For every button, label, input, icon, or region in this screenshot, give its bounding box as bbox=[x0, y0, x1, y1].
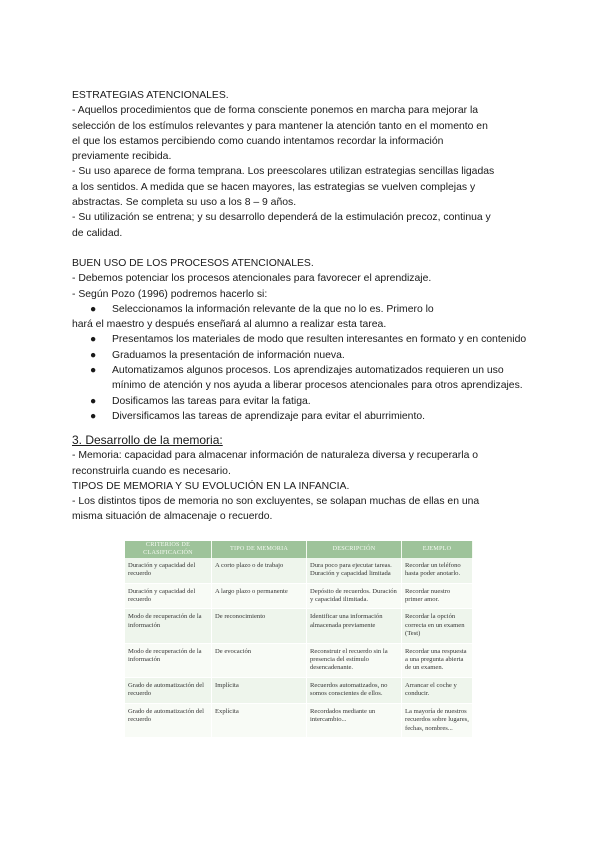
section-subtitle-tipos: TIPOS DE MEMORIA Y SU EVOLUCIÓN EN LA INFANCIA. bbox=[72, 480, 350, 492]
text-line: - Los distintos tipos de memoria no son excluyentes, se solapan muchas de ellas en una bbox=[72, 496, 480, 508]
table-cell: Grado de automatización del recuerdo bbox=[125, 677, 212, 703]
bullet-list bbox=[72, 332, 528, 424]
text-line: misma situación de almacenaje o recuerdo. bbox=[72, 511, 273, 523]
table-row bbox=[125, 703, 473, 737]
list-item bbox=[72, 363, 528, 394]
table-cell: A corto plazo o de trabajo bbox=[212, 558, 307, 583]
section-title-buen-uso: BUEN USO DE LOS PROCESOS ATENCIONALES. bbox=[72, 257, 314, 269]
bullet-icon: ● bbox=[90, 410, 97, 422]
table-cell: A largo plazo o permanente bbox=[212, 583, 307, 609]
list-item-text: Seleccionamos la información relevante de la que no lo es. Primero lo bbox=[112, 303, 434, 315]
text-line: a los sentidos. A medida que se hacen mayores, las estrategias se vuelven complejas y bbox=[72, 181, 476, 193]
table-row bbox=[125, 609, 473, 643]
table-cell: Recordar una respuesta a una pregunta abierta de un examen. bbox=[402, 643, 473, 677]
table-cell: Recordar un teléfono hasta poder anotarlo. bbox=[402, 558, 473, 583]
column-header: TIPO DE MEMORIA bbox=[212, 541, 307, 558]
table-cell: Recordar la opción correcta en un examen (Test) bbox=[402, 609, 473, 643]
table-cell: Recordar nuestro primer amor. bbox=[402, 583, 473, 609]
section-heading-memoria: 3. Desarrollo de la memoria: bbox=[72, 433, 223, 448]
list-item-text: Graduamos la presentación de información nueva. bbox=[112, 349, 345, 361]
table-cell: Explícita bbox=[212, 703, 307, 737]
list-item bbox=[72, 409, 528, 424]
text-line: - Su utilización se entrena; y su desarrollo dependerá de la estimulación precoz, continua y bbox=[72, 212, 491, 224]
table-cell: La mayoría de nuestros recuerdos sobre lugares, fechas, nombres... bbox=[402, 703, 473, 737]
text-line: - Debemos potenciar los procesos atencionales para favorecer el aprendizaje. bbox=[72, 273, 432, 285]
column-header: EJEMPLO bbox=[402, 541, 473, 558]
table-cell: Recordados mediante un intercambio... bbox=[307, 703, 402, 737]
table-cell: Modo de recuperación de la información bbox=[125, 609, 212, 643]
table-cell: De evocación bbox=[212, 643, 307, 677]
table-cell: Duración y capacidad del recuerdo bbox=[125, 558, 212, 583]
table-cell: Recuerdos automatizados, no somos conscientes de ellos. bbox=[307, 677, 402, 703]
table-header-row bbox=[125, 541, 473, 558]
table-row bbox=[125, 558, 473, 583]
list-item-text: Diversificamos las tareas de aprendizaje para evitar el aburrimiento. bbox=[112, 410, 426, 422]
table-cell: Implícita bbox=[212, 677, 307, 703]
bullet-icon: ● bbox=[90, 349, 97, 361]
table-cell: Depósito de recuerdos. Duración y capacidad ilimitada. bbox=[307, 583, 402, 609]
table-cell: Dura poco para ejecutar tareas. Duración y capacidad limitada bbox=[307, 558, 402, 583]
column-header: DESCRIPCIÓN bbox=[307, 541, 402, 558]
text-line: abstractas. Se completa su uso a los 8 – 9 años. bbox=[72, 197, 297, 209]
list-item bbox=[72, 394, 528, 409]
table-cell: Identificar una información almacenada previamente bbox=[307, 609, 402, 643]
table-cell: Grado de automatización del recuerdo bbox=[125, 703, 212, 737]
table-row bbox=[125, 677, 473, 703]
text-line: de calidad. bbox=[72, 227, 123, 239]
list-item bbox=[72, 348, 528, 363]
list-item-text: Dosificamos las tareas para evitar la fatiga. bbox=[112, 395, 311, 407]
text-line: el que los estamos percibiendo como cuando intentamos recordar la información bbox=[72, 135, 444, 147]
table-cell: Duración y capacidad del recuerdo bbox=[125, 583, 212, 609]
bullet-icon: ● bbox=[90, 395, 97, 407]
section-title-estrategias: ESTRATEGIAS ATENCIONALES. bbox=[72, 90, 229, 101]
bullet-icon: ● bbox=[90, 365, 97, 377]
text-line: - Según Pozo (1996) podremos hacerlo si: bbox=[72, 288, 268, 300]
table-cell: Reconstruir el recuerdo sin la presencia del estímulo desencadenante. bbox=[307, 643, 402, 677]
text-line: selección de los estímulos relevantes y para mantener la atención tanto en el momento en bbox=[72, 120, 488, 132]
text-line: - Aquellos procedimientos que de forma consciente ponemos en marcha para mejorar la bbox=[72, 105, 479, 117]
list-item-text: Presentamos los materiales de modo que resulten interesantes en formato y en contenido bbox=[112, 334, 527, 346]
list-item-text: Automatizamos algunos procesos. Los aprendizajes automatizados requieren un uso mínimo de atención y nos ayuda a liberar procesos atencionales para otros aprendizajes. bbox=[112, 365, 523, 392]
text-line: - Memoria: capacidad para almacenar información de naturaleza diversa y recuperarla o bbox=[72, 450, 479, 462]
list-item bbox=[72, 302, 528, 317]
bullet-icon: ● bbox=[90, 334, 97, 346]
table-cell: Modo de recuperación de la información bbox=[125, 643, 212, 677]
list-item bbox=[72, 332, 528, 347]
text-line: hará el maestro y después enseñará al alumno a realizar esta tarea. bbox=[72, 319, 387, 331]
memory-types-table bbox=[125, 541, 473, 738]
bullet-icon: ● bbox=[90, 303, 97, 315]
column-header: CRITERIOS DE CLASIFICACIÓN bbox=[125, 541, 212, 558]
text-line: reconstruirla cuando es necesario. bbox=[72, 465, 231, 477]
text-line: - Su uso aparece de forma temprana. Los preescolares utilizan estrategias sencillas ligadas bbox=[72, 166, 495, 178]
text-line: previamente recibida. bbox=[72, 151, 172, 163]
document-body bbox=[72, 88, 528, 525]
table-cell: Arrancar el coche y conducir. bbox=[402, 677, 473, 703]
table-cell: De reconocimiento bbox=[212, 609, 307, 643]
table-row bbox=[125, 583, 473, 609]
table-row bbox=[125, 643, 473, 677]
